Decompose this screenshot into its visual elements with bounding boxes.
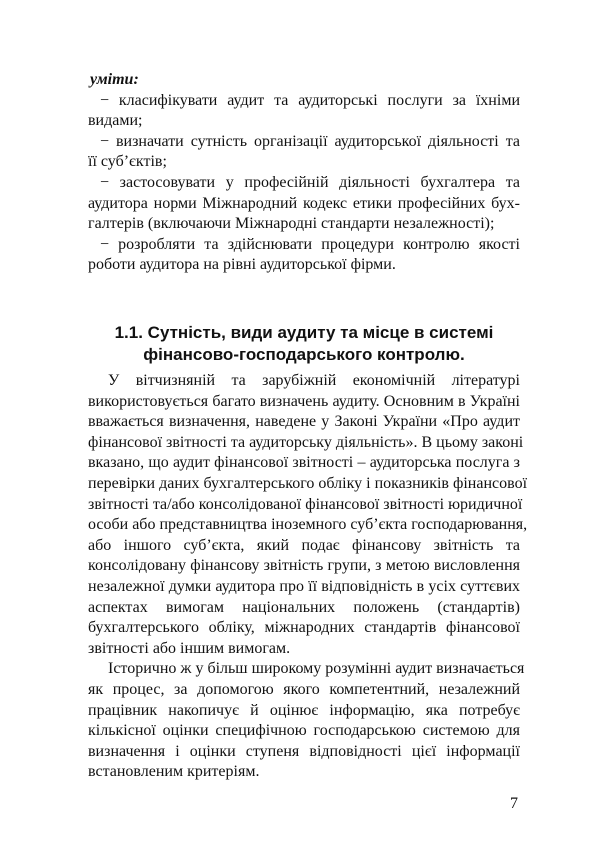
text-line: галтерів (включаючи Міжнародні стандарти незалежності); bbox=[88, 215, 495, 233]
text-line: особи або представництва іноземного суб’єкта господарювання, bbox=[88, 516, 528, 534]
heading-line: 1.1. Сутність, види аудиту та місце в системі bbox=[114, 323, 494, 342]
text-line: видами; bbox=[88, 112, 143, 130]
text-line: встановленим критеріям. bbox=[88, 763, 260, 781]
text-line: У вітчизняній та зарубіжній економічній літературі bbox=[108, 372, 520, 389]
text-line: використовується багато визначень аудиту. Основним в Україні bbox=[88, 392, 520, 410]
text-line: звітності або іншим вимогам. bbox=[88, 639, 291, 657]
text-line: фінансової звітності та аудиторську діяльність». В цьому законі bbox=[88, 433, 524, 451]
text-line: вказано, що аудит фінансової звітності – аудиторська послуга з bbox=[88, 454, 520, 472]
text-line: − розробляти та здійснювати процедури контролю якості bbox=[100, 235, 520, 253]
text-line: аспектах вимогам національних положень (стандартів) bbox=[88, 598, 520, 616]
text-line: вважається визначення, наведене у Законі України «Про аудит bbox=[88, 413, 520, 431]
text-line: Історично ж у більш широкому розумінні аудит визначається bbox=[108, 660, 525, 678]
text-line: перевірки даних бухгалтерського обліку і показників фінансової bbox=[88, 474, 528, 492]
text-line: працівник накопичує й оцінює інформацію, яка потребує bbox=[88, 701, 520, 719]
text-line: її суб’єктів; bbox=[88, 153, 167, 171]
text-line: як процес, за допомогою якого компетентний, незалежний bbox=[88, 680, 520, 698]
skills-list bbox=[88, 70, 520, 276]
text-line: незалежної думки аудитора про її відповідність в усіх суттєвих bbox=[88, 577, 520, 595]
text-line: бухгалтерського обліку, міжнародних стандартів фінансової bbox=[88, 619, 520, 637]
text-line: визначення і оцінки ступеня відповідності цієї інформації bbox=[88, 742, 520, 760]
text-line: аудитора норми Міжнародний кодекс етики професійних бух- bbox=[88, 194, 520, 212]
text-line: кількісної оцінки специфічною господарською системою для bbox=[88, 722, 520, 740]
heading-line: фінансово-господарського контролю. bbox=[143, 345, 465, 364]
section-heading bbox=[88, 322, 520, 366]
text-line: − застосовувати у професійній діяльності бухгалтера та bbox=[100, 173, 520, 191]
body-text bbox=[88, 371, 528, 783]
skills-label: уміти: bbox=[90, 71, 139, 88]
text-line: або іншого суб’єкта, який подає фінансову звітність та bbox=[88, 536, 520, 554]
page-number: 7 bbox=[510, 795, 518, 812]
text-line: звітності та/або консолідованої фінансової звітності юридичної bbox=[88, 495, 523, 513]
text-line: − класифікувати аудит та аудиторські послуги за їхніми bbox=[100, 91, 520, 109]
text-line: роботи аудитора на рівні аудиторської фірми. bbox=[88, 256, 396, 274]
text-line: консолідовану фінансову звітність групи, з метою висловлення bbox=[88, 557, 520, 575]
text-line: − визначати сутність організації аудиторської діяльності та bbox=[100, 132, 520, 150]
